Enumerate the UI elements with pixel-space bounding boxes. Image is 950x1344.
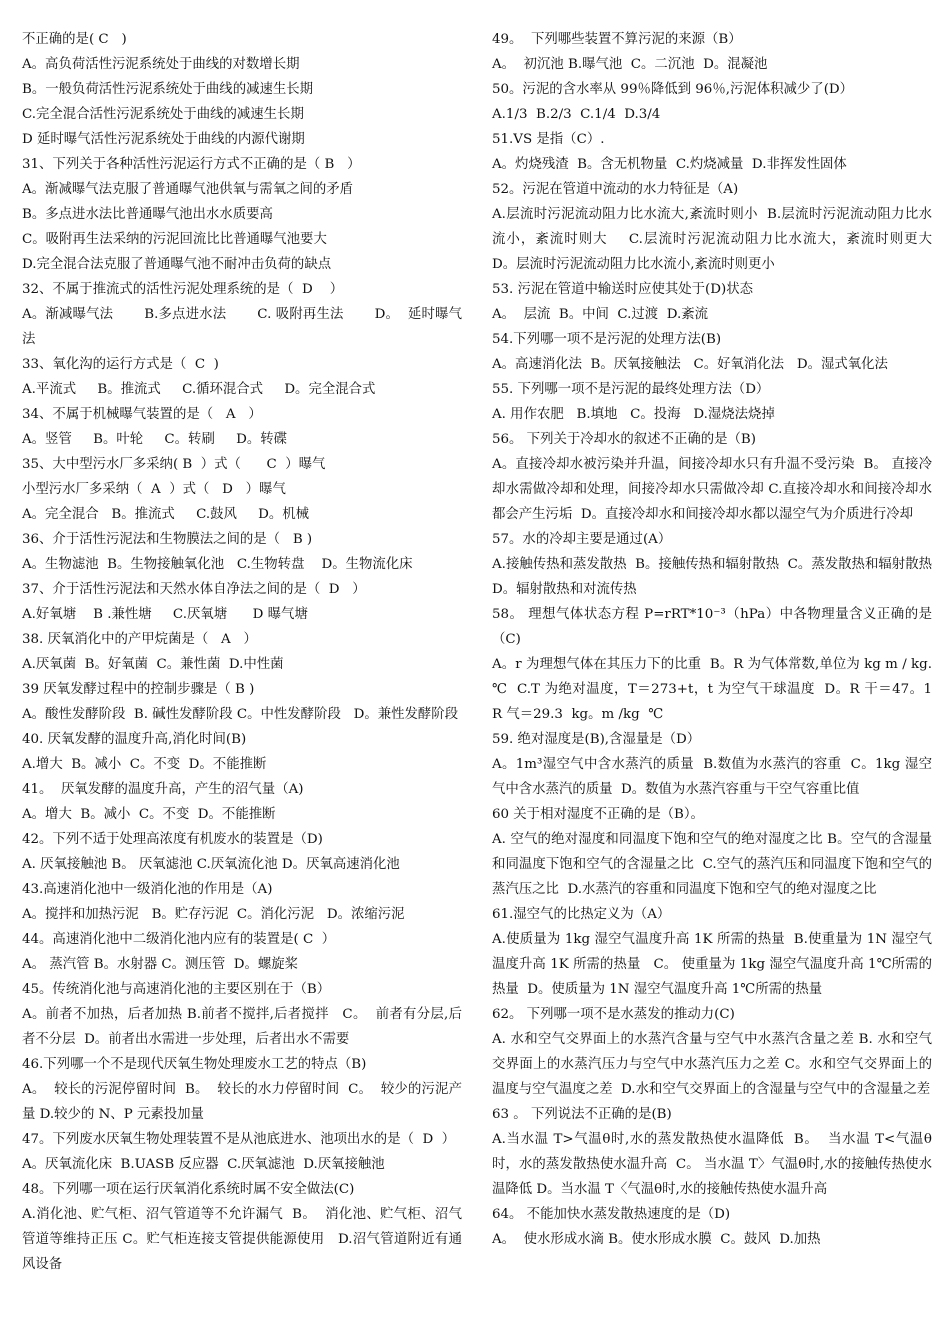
question-line: 35、大中型污水厂多采纳( B ）式（ C ）曝气 xyxy=(22,457,326,472)
question-line: A.好氧塘 B .兼性塘 C.厌氧塘 D 曝气塘 xyxy=(22,607,308,622)
question-line: A。1m³湿空气中含水蒸汽的质量 B.数值为水蒸汽的容重 C。1kg 湿空气中含水蒸汽的质量 D。数值为水蒸汽容重与干空气容重比值 xyxy=(492,757,932,797)
question-line: A。渐减曝气法 B.多点进水法 C. 吸附再生法 D。 延时曝气法 xyxy=(22,307,462,347)
question-line: 32、不属于推流式的活性污泥处理系统的是（ D ） xyxy=(22,282,344,297)
question-line: A。竖管 B。叶轮 C。转刷 D。转碟 xyxy=(22,432,288,447)
question-line: 46.下列哪一个不是现代厌氧生物处理废水工艺的特点（B) xyxy=(22,1057,367,1072)
question-line: A. 水和空气交界面上的水蒸汽含量与空气中水蒸汽含量之差 B. 水和空气交界面上的水蒸汽压力与空气中水蒸汽压力之差 C。水和空气交界面上的温度与空气温度之差 D.水和空气交界面上的含湿量与空气中的含湿量之差 xyxy=(492,1032,932,1097)
question-line: A.增大 B。减小 C。不变 D。不能推断 xyxy=(22,757,267,772)
question-line: D.完全混合法克服了普通曝气池不耐冲击负荷的缺点 xyxy=(22,257,332,272)
question-line: 52。污泥在管道中流动的水力特征是（A) xyxy=(492,182,739,197)
question-line: A.层流时污泥流动阻力比水流大,紊流时则小 B.层流时污泥流动阻力比水流小，紊流时则大 C.层流时污泥流动阻力比水流大，紊流时则更大 D。层流时污泥流动阻力比水流小,紊流时则更小 xyxy=(492,207,945,272)
question-line: A。 层流 B。中间 C.过渡 D.紊流 xyxy=(492,307,709,322)
question-line: A。 初沉池 B.曝气池 C。二沉池 D。混凝池 xyxy=(492,57,768,72)
question-line: D 延时曝气活性污泥系统处于曲线的内源代谢期 xyxy=(22,132,305,147)
question-line: 48。下列哪一项在运行厌氧消化系统时属不安全做法(C) xyxy=(22,1182,355,1197)
question-line: 54.下列哪一项不是污泥的处理方法(B) xyxy=(492,332,722,347)
question-line: 49。 下列哪些装置不算污泥的来源（B） xyxy=(492,32,742,47)
question-line: A.消化池、贮气柜、沼气管道等不允许漏气 B。 消化池、贮气柜、沼气管道等维持正压 C。贮气柜连接支管提供能源使用 D.沼气管道附近有通风设备 xyxy=(22,1207,462,1272)
question-line: 56。 下列关于冷却水的叙述不正确的是（B) xyxy=(492,432,756,447)
question-line: 34、不属于机械曝气装置的是（ A ） xyxy=(22,407,262,422)
question-line: A. 空气的绝对湿度和同温度下饱和空气的绝对湿度之比 B。空气的含湿量和同温度下饱和空气的含湿量之比 C.空气的蒸汽压和同温度下饱和空气的蒸汽压之比 D.水蒸汽的容重和同温度下饱和空气的绝对湿度之比 xyxy=(492,832,932,897)
question-line: 不正确的是( C ) xyxy=(22,32,127,47)
question-line: A.当水温 T>气温θ时,水的蒸发散热使水温降低 B。 当水温 T<气温θ时，水的蒸发散热使水温升高 C。 当水温 T〉气温θ时,水的接触传热使水温降低 D。当水温 T〈气温θ时,水的接触传热使水温升高 xyxy=(492,1132,932,1197)
question-line: 41。 厌氧发酵的温度升高，产生的沼气量（A) xyxy=(22,782,304,797)
question-line: 47。下列废水厌氧生物处理装置不是从池底进水、池项出水的是（ D ） xyxy=(22,1132,456,1147)
question-line: 53. 污泥在管道中输送时应使其处于(D)状态 xyxy=(492,282,753,297)
question-line: 59. 绝对湿度是(B),含湿量是（D） xyxy=(492,732,701,747)
question-line: 58。 理想气体状态方程 P=rRT*10⁻³（hPa）中各物理量含义正确的是（C) xyxy=(492,607,932,647)
question-line: 37、介于活性污泥法和天然水体自净法之间的是（ D ） xyxy=(22,582,366,597)
question-line: 36、介于活性污泥法和生物膜法之间的是（ B ) xyxy=(22,532,313,547)
left-column xyxy=(22,27,462,1277)
question-line: A。厌氧流化床 B.UASB 反应器 C.厌氧滤池 D.厌氧接触池 xyxy=(22,1157,385,1172)
question-line: A. 厌氧接触池 B。 厌氧滤池 C.厌氧流化池 D。厌氧高速消化池 xyxy=(22,857,400,872)
question-line: A。完全混合 B。推流式 C.鼓风 D。机械 xyxy=(22,507,310,522)
question-line: A。 使水形成水滴 B。使水形成水膜 C。鼓风 D.加热 xyxy=(492,1232,821,1247)
question-line: A。 较长的污泥停留时间 B。 较长的水力停留时间 C。 较少的污泥产量 D.较少的 N、P 元素投加量 xyxy=(22,1082,462,1122)
question-line: 39 厌氧发酵过程中的控制步骤是（ B ) xyxy=(22,682,255,697)
question-line: A。酸性发酵阶段 B. 碱性发酵阶段 C。中性发酵阶段 D。兼性发酵阶段 xyxy=(22,707,459,722)
question-line: A。r 为理想气体在其压力下的比重 B。R 为气体常数,单位为 kg m / kg.℃ C.T 为绝对温度，T＝273+t，t 为空气干球温度 D。R 干＝47。1 R 气＝29.3 kg。m /kg ℃ xyxy=(492,657,945,722)
question-line: 63 。 下列说法不正确的是(B) xyxy=(492,1107,672,1122)
question-line: A. 用作农肥 B.填地 C。投海 D.湿烧法烧掉 xyxy=(492,407,775,422)
question-line: A.1/3 B.2/3 C.1/4 D.3/4 xyxy=(492,107,661,122)
question-line: A。灼烧残渣 B。含无机物量 C.灼烧减量 D.非挥发性固体 xyxy=(492,157,847,172)
question-line: 62。 下列哪一项不是水蒸发的推动力(C) xyxy=(492,1007,735,1022)
question-line: C。吸附再生法采纳的污泥回流比比普通曝气池要大 xyxy=(22,232,327,247)
question-line: 42。下列不适于处理高浓度有机废水的装置是（D) xyxy=(22,832,323,847)
question-line: A。高速消化法 B。厌氧接触法 C。好氧消化法 D。湿式氧化法 xyxy=(492,357,888,372)
question-line: 55. 下列哪一项不是污泥的最终处理方法（D） xyxy=(492,382,770,397)
question-line: 57。水的冷却主要是通过(A） xyxy=(492,532,672,547)
question-line: 33、氧化沟的运行方式是（ C ) xyxy=(22,357,219,372)
question-line: A。前者不加热，后者加热 B.前者不搅拌,后者搅拌 C。 前者有分层,后者不分层 D。前者出水需进一步处理，后者出水不需要 xyxy=(22,1007,462,1047)
question-line: 43.高速消化池中一级消化池的作用是（A) xyxy=(22,882,273,897)
question-line: 64。 不能加快水蒸发散热速度的是（D) xyxy=(492,1207,731,1222)
question-line: B。一般负荷活性污泥系统处于曲线的减速生长期 xyxy=(22,82,314,97)
question-line: A.接触传热和蒸发散热 B。接触传热和辐射散热 C。蒸发散热和辐射散热 D。辐射散热和对流传热 xyxy=(492,557,941,597)
question-line: 61.湿空气的比热定义为（A） xyxy=(492,907,671,922)
question-line: A。增大 B。减小 C。不变 D。不能推断 xyxy=(22,807,276,822)
question-line: 60 关于相对湿度不正确的是（B）。 xyxy=(492,807,704,822)
question-line: A.厌氧菌 B。好氧菌 C。兼性菌 D.中性菌 xyxy=(22,657,284,672)
question-line: A.平流式 B。推流式 C.循环混合式 D。完全混合式 xyxy=(22,382,376,397)
question-line: 51.VS 是指（C）. xyxy=(492,132,605,147)
question-line: C.完全混合活性污泥系统处于曲线的减速生长期 xyxy=(22,107,304,122)
question-line: A。高负荷活性污泥系统处于曲线的对数增长期 xyxy=(22,57,300,72)
question-line: 45。传统消化池与高速消化池的主要区别在于（B） xyxy=(22,982,331,997)
question-line: A。搅拌和加热污泥 B。贮存污泥 C。消化污泥 D。浓缩污泥 xyxy=(22,907,405,922)
question-line: A。直接冷却水被污染并升温，间接冷却水只有升温不受污染 B。 直接冷却水需做冷却和处理，间接冷却水只需做冷却 C.直接冷却水和间接冷却水都会产生污垢 D。直接冷却水和间接冷却水都以湿空气为介质进行冷却 xyxy=(492,457,932,522)
question-line: 小型污水厂多采纳（ A ）式（ D ）曝气 xyxy=(22,482,286,497)
question-line: A.使质量为 1kg 湿空气温度升高 1K 所需的热量 B.使重量为 1N 湿空气温度升高 1K 所需的热量 C。 使重量为 1kg 湿空气温度升高 1℃所需的热量 D。使质量为 1N 湿空气温度升高 1℃所需的热量 xyxy=(492,932,932,997)
question-line: 38. 厌氧消化中的产甲烷菌是（ A ） xyxy=(22,632,257,647)
question-line: A。 蒸汽管 B。水射器 C。测压管 D。螺旋桨 xyxy=(22,957,299,972)
question-line: A。生物滤池 B。生物接触氧化池 C.生物转盘 D。生物流化床 xyxy=(22,557,413,572)
question-line: A。渐减曝气法克服了普通曝气池供氧与需氧之间的矛盾 xyxy=(22,182,354,197)
question-line: 44。高速消化池中二级消化池内应有的装置是( C ） xyxy=(22,932,336,947)
right-column xyxy=(492,27,945,1252)
question-line: B。多点进水法比普通曝气池出水水质要高 xyxy=(22,207,273,222)
question-line: 31、下列关于各种活性污泥运行方式不正确的是（ B ） xyxy=(22,157,361,172)
question-line: 40. 厌氧发酵的温度升高,消化时间(B) xyxy=(22,732,247,747)
question-line: 50。污泥的含水率从 99％降低到 96％,污泥体积减少了(D） xyxy=(492,82,854,97)
